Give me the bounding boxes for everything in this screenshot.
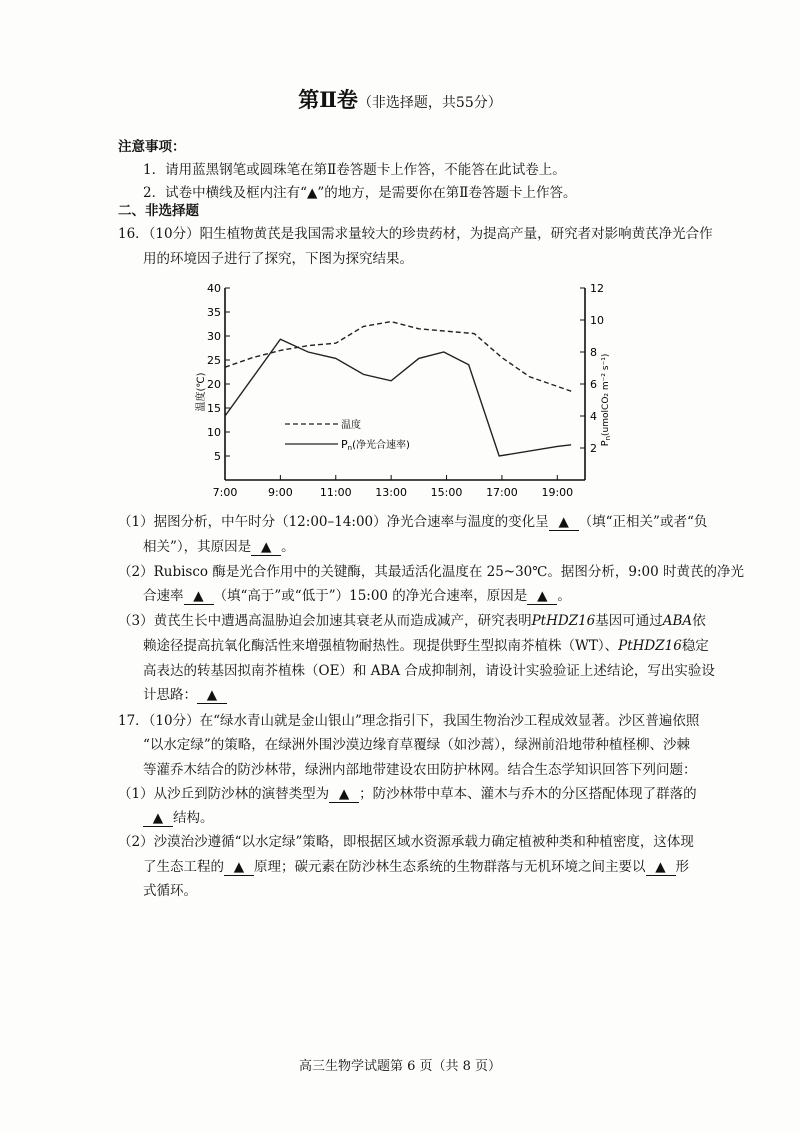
y-left-tick-label: 40 [207,282,221,295]
y-left-tick-label: 30 [207,330,221,343]
q17-line-3: 等灌乔木结合的防沙林带，绿洲内部地带建设农田防护林网。结合生态学知识回答下列问题： [143,762,697,778]
answer-blank[interactable]: ▲ [527,588,557,605]
y-right-tick-label: 12 [590,282,604,295]
x-tick-label: 15:00 [430,486,463,499]
x-tick-label: 19:00 [541,486,574,499]
chart [190,280,620,502]
answer-blank[interactable]: ▲ [646,859,676,876]
y-left-tick-label: 25 [207,354,221,367]
answer-blank[interactable]: ▲ [549,514,579,531]
q17-p2-line-2: 了生态工程的 ▲ 原理；碳元素在防沙林生态系统的生物群落与无机环境之间主要以 ▲ 形 [143,859,689,875]
y-right-tick-label: 4 [590,410,597,423]
q16-p3-line-3: 高表达的转基因拟南芥植株（OE）和 ABA 合成抑制剂，请设计实验验证上述结论，写出实验设 [143,663,715,679]
q16-line-2: 用的环境因子进行了探究，下图为探究结果。 [143,251,413,267]
y-right-tick-label: 2 [590,442,597,455]
q17-line-2: “以水定绿”的策略，在绿洲外围沙漠边缘育草覆绿（如沙蒿），绿洲前沿地带种植柽柳、沙棘 [143,737,691,753]
y-left-tick-label: 20 [207,378,221,391]
series-pn-line [225,339,571,456]
y-left-tick-label: 10 [207,426,221,439]
x-tick-label: 7:00 [212,486,238,499]
q16-p1-line-1: （1）据图分析，中午时分（12:00–14:00）净光合速率与温度的变化呈 ▲ （填“正相关”或者“负 [118,514,708,530]
y-left-tick-label: 35 [207,306,221,319]
x-tick-label: 13:00 [375,486,408,499]
q16-p2-line-1: （2）Rubisco 酶是光合作用中的关键酶，其最适活化温度在 25~30℃。据图分析，9:00 时黄芪的净光 [118,564,744,580]
title-main: 第Ⅱ卷 [298,87,358,112]
y-right-tick-label: 10 [590,314,604,327]
x-tick-label: 9:00 [268,486,293,499]
notes-heading: 注意事项： [118,139,186,155]
q17-line-1: 17．（10分）在“绿水青山就是金山银山”理念指引下，我国生物治沙工程成效显著。沙区普遍依照 [118,713,700,729]
q17-p2-line-1: （2）沙漠治沙遵循“以水定绿”策略，即根据区域水资源承载力确定植被种类和种植密度，这体现 [118,834,694,850]
y-left-tick-label: 15 [207,402,221,415]
q16-p3-line-2: 赖途径提高抗氧化酶活性来增强植物耐热性。现提供野生型拟南芥植株（WT）、PtHDZ16稳定 [143,638,709,654]
answer-blank[interactable]: ▲ [224,859,254,876]
x-tick-label: 11:00 [319,486,352,499]
q16-line-1: 16．（10分）阳生植物黄芪是我国需求量较大的珍贵药材，为提高产量，研究者对影响黄芪净光合作 [118,226,713,242]
section-title [0,84,800,114]
answer-blank[interactable]: ▲ [329,786,359,803]
title-subtitle: （非选择题，共55分） [357,95,502,111]
y-right-tick-label: 6 [590,378,597,391]
section-heading: 二、非选择题 [118,203,199,219]
answer-blank[interactable]: ▲ [143,810,173,827]
page-footer: 高三生物学试题第 6 页（共 8 页） [298,1059,502,1074]
y-left-axis-label: 温度(℃) [196,372,207,412]
q17-p1-line-1: （1）从沙丘到防沙林的演替类型为 ▲ ；防沙林带中草本、灌木与乔木的分区搭配体现了群落的 [118,786,697,802]
y-right-axis-label: $P_n(umolCO_2$ m⁻² s⁻¹) [600,353,612,447]
notes-item-2: 2．试卷中横线及框内注有“▲”的地方，是需要你在第Ⅱ卷答题卡上作答。 [143,185,577,201]
answer-blank[interactable]: ▲ [251,539,281,556]
q16-p2-line-2: 合速率 ▲ （填“高于”或“低于”）15:00 的净光合速率，原因是 ▲ 。 [143,588,571,604]
x-tick-label: 17:00 [486,486,518,499]
answer-blank[interactable]: ▲ [197,687,227,704]
y-left-tick-label: 5 [214,450,221,463]
y-right-tick-label: 8 [590,346,597,359]
q17-p2-line-3: 式循环。 [143,883,197,899]
q16-p3-line-1: （3）黄芪生长中遭遇高温胁迫会加速其衰老从而造成减产，研究表明PtHDZ16基因可通过ABA依 [118,613,706,629]
notes-item-1: 1．请用蓝黑钢笔或圆珠笔在第Ⅱ卷答题卡上作答，不能答在此试卷上。 [143,162,566,178]
q17-p1-line-2: ▲ 结构。 [143,808,214,828]
q16-p3-line-4: 计思路： ▲ [143,685,227,705]
q16-p1-line-2: 相关”），其原因是 ▲ 。 [143,539,295,555]
series-temperature-line [225,322,571,392]
legend-pn-label: Pn(净光合速率) [341,438,410,452]
answer-blank[interactable]: ▲ [184,588,214,605]
legend-temp-label: 温度 [341,420,361,431]
